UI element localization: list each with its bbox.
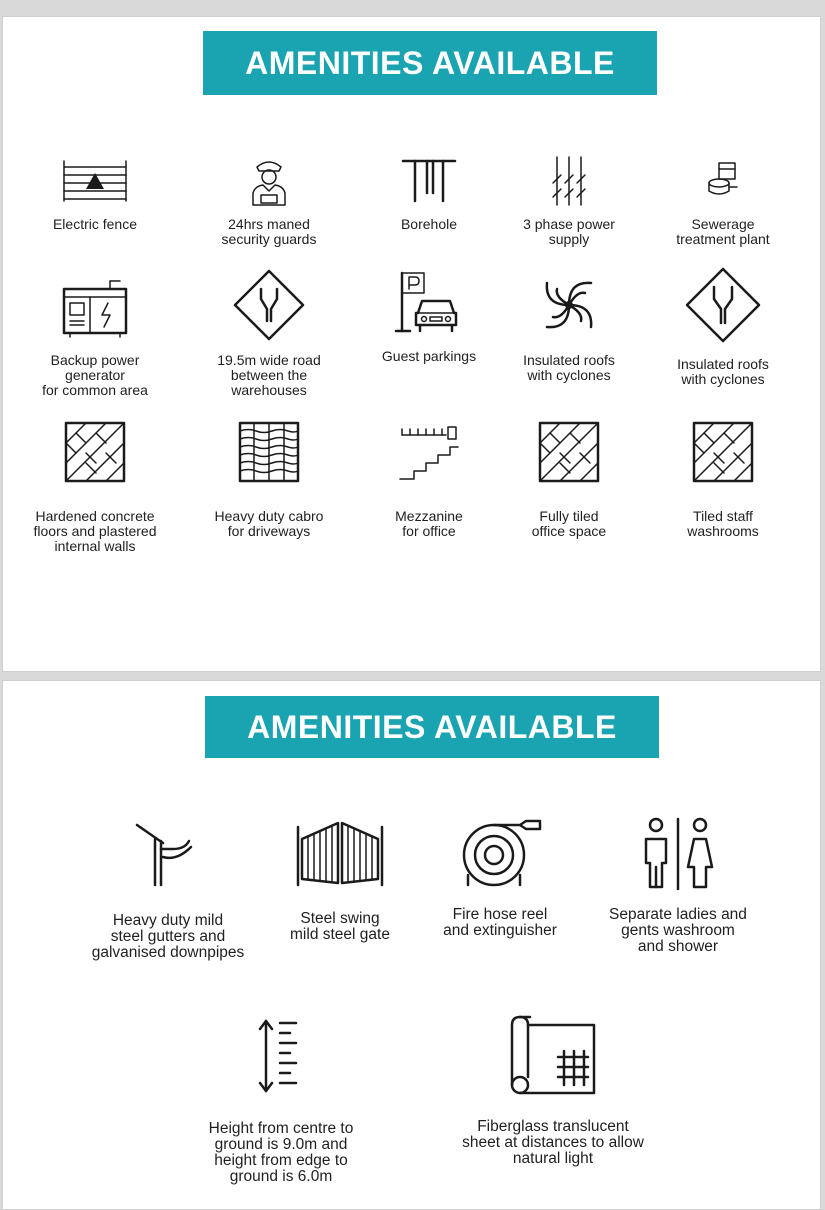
electric-fence-icon <box>60 157 130 205</box>
height-icon <box>256 1017 306 1095</box>
floor-tiles-icon <box>692 421 754 483</box>
amenity-label: Insulated roofs with cyclones <box>677 356 769 387</box>
amenity-label: Steel swing mild steel gate <box>290 910 390 943</box>
road-sign-icon <box>683 265 763 345</box>
fire-hose-icon <box>454 815 546 889</box>
floor-tiles-icon <box>64 421 126 483</box>
parking-icon <box>394 269 464 337</box>
amenity-label: Fire hose reel and extinguisher <box>443 906 557 939</box>
security-guard-icon <box>247 155 291 207</box>
amenity-fiberglass <box>413 1013 693 1167</box>
amenity-label: Hardened concrete floors and plastered internal walls <box>33 508 157 554</box>
amenities-card-2 <box>2 680 821 1210</box>
amenity-wide-road <box>189 267 349 398</box>
amenity-generator <box>15 275 175 398</box>
amenity-label: 24hrs maned security guards <box>221 216 317 247</box>
section-title: AMENITIES AVAILABLE <box>203 31 657 95</box>
sewerage-plant-icon <box>701 155 745 205</box>
amenity-borehole <box>349 155 509 232</box>
amenity-height <box>161 1017 401 1185</box>
amenity-power-supply <box>489 155 649 247</box>
washroom-icon <box>638 815 718 893</box>
amenity-cyclones-2 <box>643 265 803 387</box>
amenity-label: 3 phase power supply <box>523 216 615 247</box>
amenity-electric-fence <box>15 157 175 232</box>
amenity-tiled-office <box>489 421 649 539</box>
amenity-cabro <box>189 421 349 539</box>
road-sign-icon <box>231 267 307 343</box>
section-title: AMENITIES AVAILABLE <box>205 696 659 758</box>
blueprint-icon <box>508 1013 598 1097</box>
amenity-concrete-floors <box>15 421 175 554</box>
amenity-label: Fiberglass translucent sheet at distances to allow natural light <box>462 1118 644 1167</box>
amenity-label: Mezzanine for office <box>395 508 463 539</box>
floor-tiles-icon <box>538 421 600 483</box>
amenity-label: Borehole <box>400 216 458 232</box>
amenity-tiled-washrooms <box>643 421 803 539</box>
amenity-cyclones-1 <box>489 273 649 383</box>
gutter-icon <box>133 819 203 891</box>
gate-icon <box>294 817 386 889</box>
amenity-label: Separate ladies and gents washroom and shower <box>609 906 747 955</box>
amenity-label: Sewerage treatment plant <box>676 216 770 247</box>
amenity-label: Backup power generator for common area <box>42 352 148 398</box>
amenity-label: Guest parkings <box>381 348 477 364</box>
amenity-security-guards <box>189 155 349 247</box>
amenity-label: Heavy duty mild steel gutters and galvanised downpipes <box>91 912 245 961</box>
amenity-label: Fully tiled office space <box>531 508 607 539</box>
amenity-label: Electric fence <box>52 216 138 232</box>
cyclone-icon <box>537 273 601 337</box>
amenity-label: Insulated roofs with cyclones <box>523 352 615 383</box>
amenity-mezzanine <box>349 425 509 539</box>
amenity-label: 19.5m wide road between the warehouses <box>217 352 321 398</box>
amenities-card-1 <box>2 16 821 672</box>
cabro-icon <box>238 421 300 483</box>
stairs-icon <box>396 425 462 483</box>
power-supply-icon <box>547 155 591 207</box>
amenity-guest-parking <box>349 269 509 364</box>
amenity-sewerage <box>643 155 803 247</box>
borehole-icon <box>397 155 461 205</box>
amenity-label: Height from centre to ground is 9.0m and height from edge to ground is 6.0m <box>208 1120 354 1185</box>
amenity-label: Tiled staff washrooms <box>687 508 759 539</box>
amenity-washroom <box>573 815 783 955</box>
generator-icon <box>60 275 130 339</box>
amenity-label: Heavy duty cabro for driveways <box>214 508 324 539</box>
